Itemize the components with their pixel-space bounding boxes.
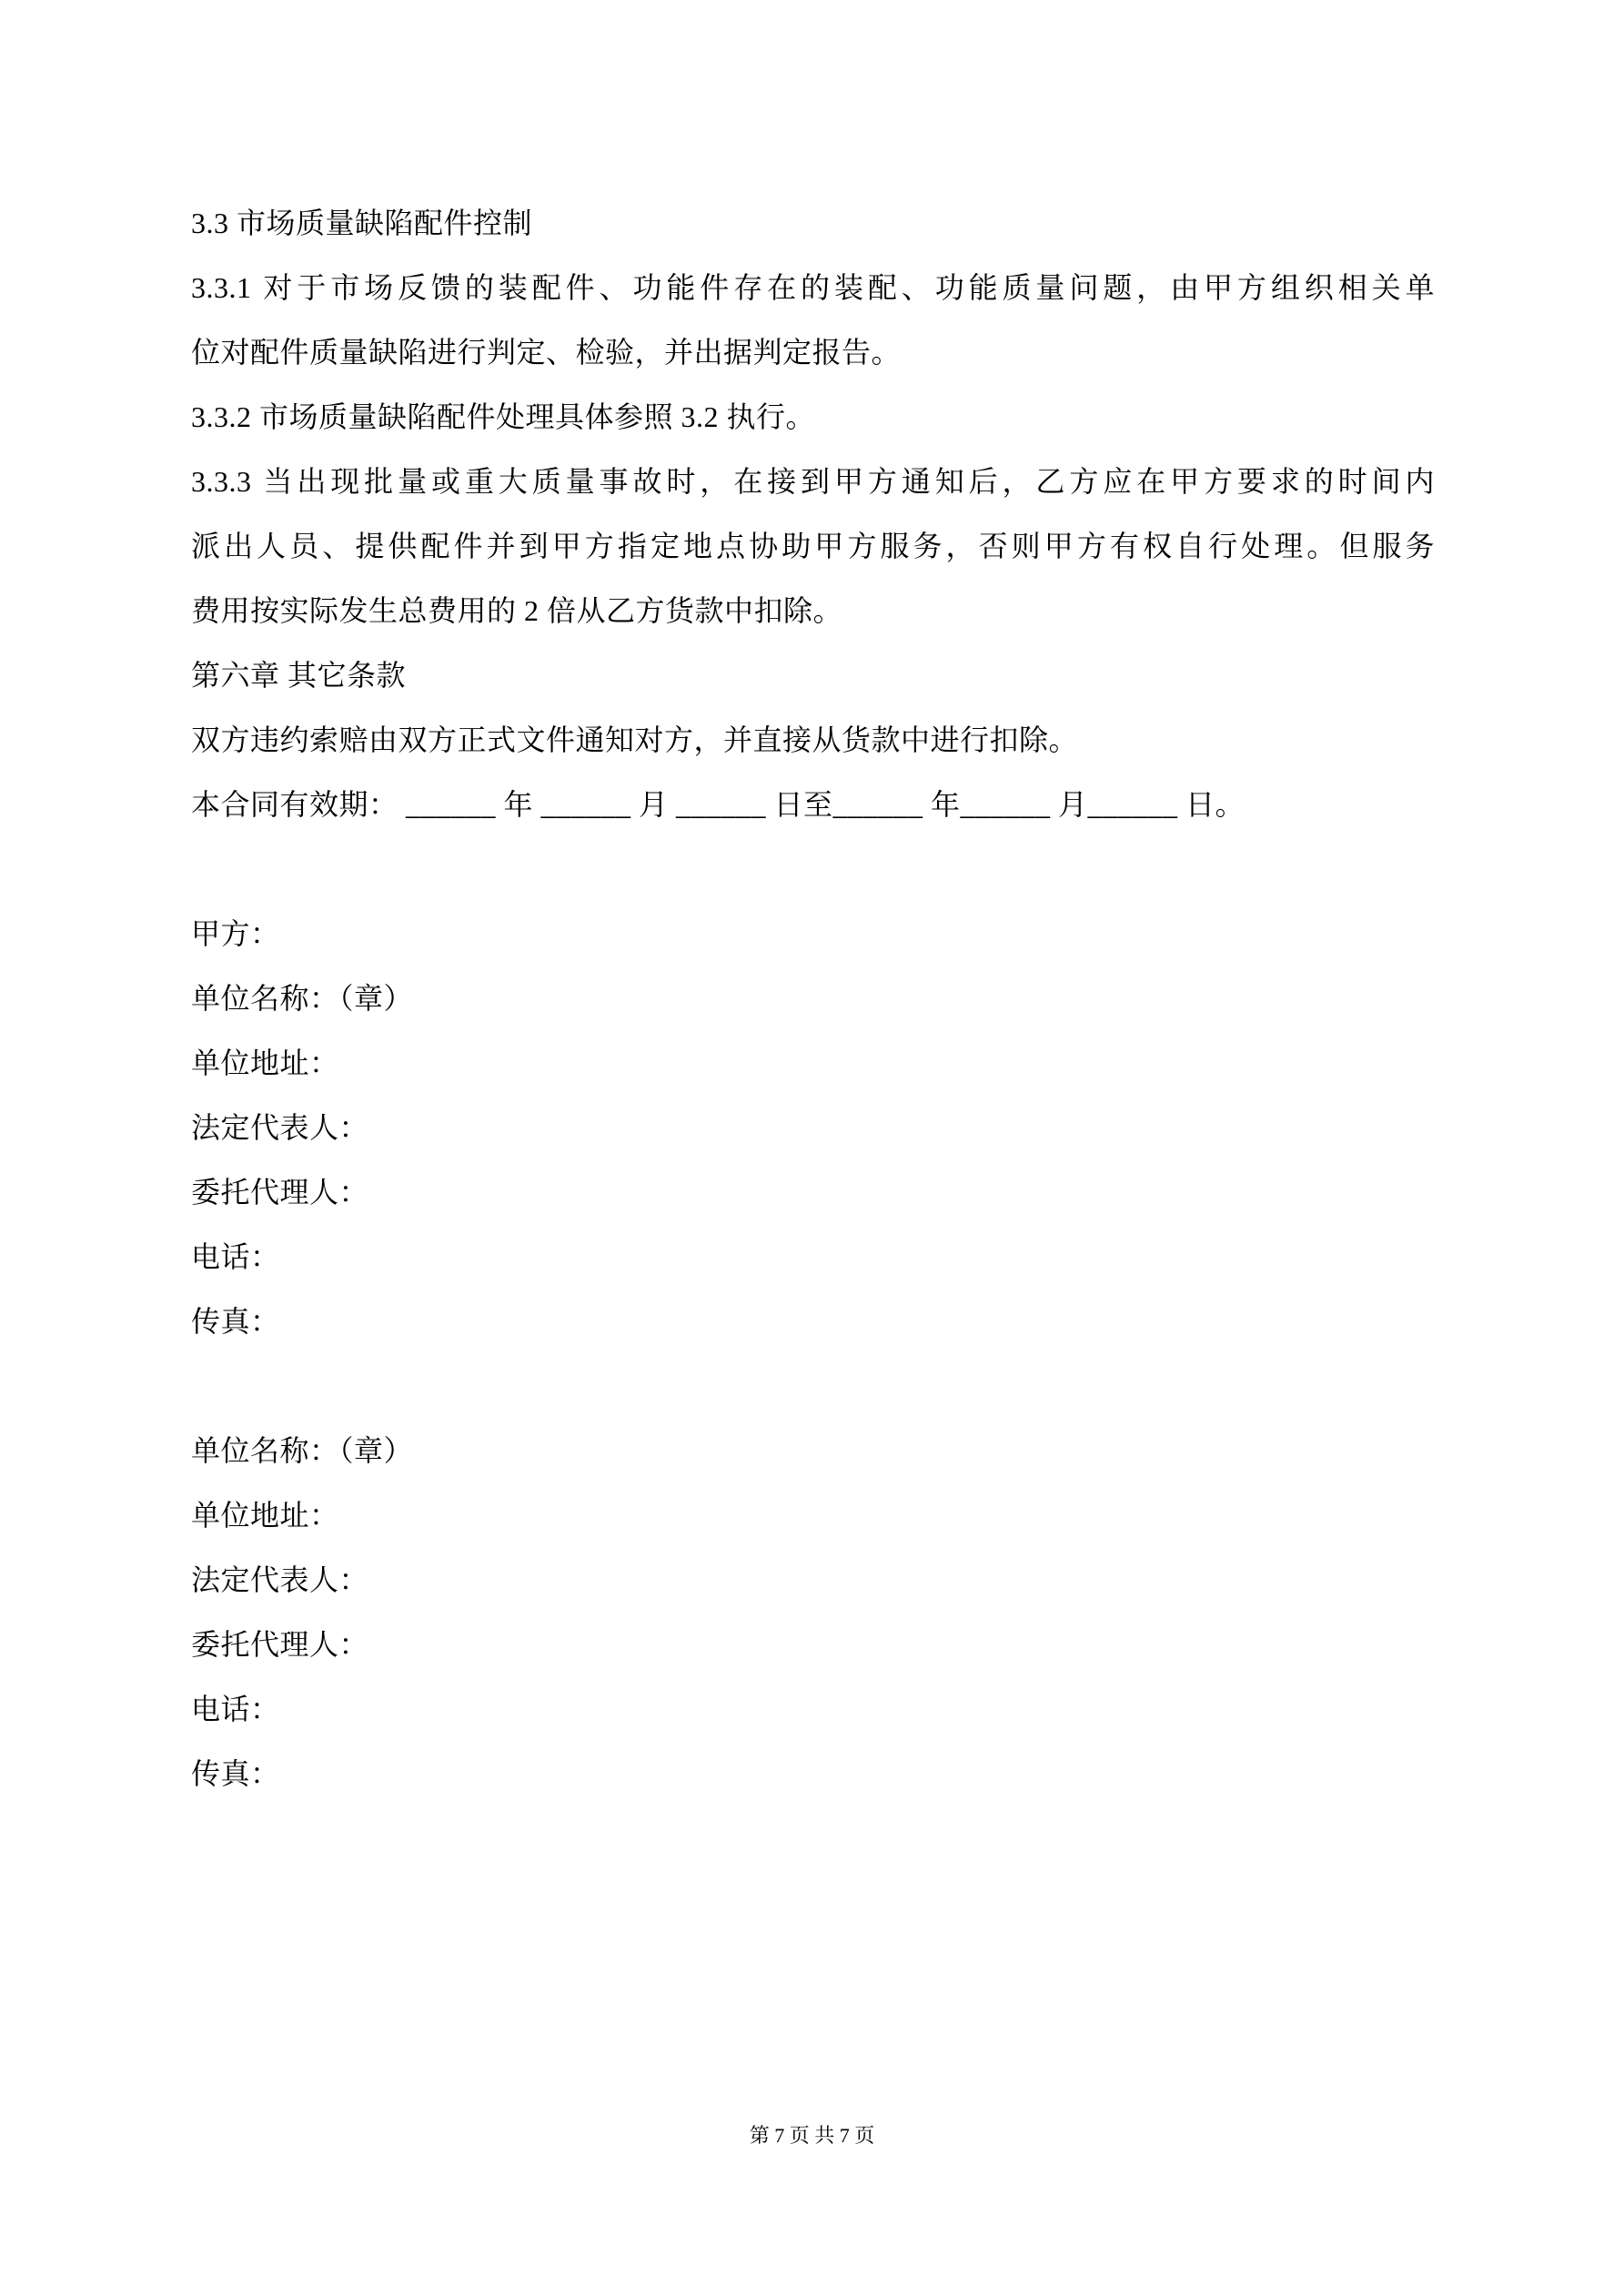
document-line: 单位地址： — [191, 1499, 339, 1532]
blank-line — [191, 1354, 1435, 1419]
document-body — [191, 191, 1435, 1806]
document-line: 3.3.1 对于市场反馈的装配件、功能件存在的装配、功能质量问题，由甲方组织相关单 — [191, 271, 1435, 304]
document-line: 本合同有效期： ______ 年 ______ 月 ______ 日至______ 年______ 月______ 日。 — [191, 788, 1246, 821]
document-line: 单位名称：（章） — [191, 982, 414, 1015]
document-line: 派出人员、提供配件并到甲方指定地点协助甲方服务，否则甲方有权自行处理。但服务 — [191, 530, 1435, 562]
document-line: 双方违约索赔由双方正式文件通知对方，并直接从货款中进行扣除。 — [191, 723, 1079, 756]
document-line: 单位地址： — [191, 1047, 339, 1079]
blank-line — [191, 837, 1435, 902]
document-line: 委托代理人： — [191, 1176, 369, 1209]
document-line: 3.3.2 市场质量缺陷配件处理具体参照 3.2 执行。 — [191, 400, 816, 433]
document-line: 电话： — [191, 1693, 280, 1725]
document-line: 费用按实际发生总费用的 2 倍从乙方货款中扣除。 — [191, 594, 843, 627]
document-line: 3.3 市场质量缺陷配件控制 — [191, 207, 533, 239]
document-line: 甲方： — [191, 917, 280, 950]
document-line: 位对配件质量缺陷进行判定、检验，并出据判定报告。 — [191, 336, 902, 369]
document-line: 法定代表人： — [191, 1563, 369, 1596]
document-line: 第六章 其它条款 — [191, 659, 407, 692]
page-number: 第 7 页 共 7 页 — [749, 2124, 875, 2147]
document-line: 委托代理人： — [191, 1628, 369, 1661]
document-line: 电话： — [191, 1240, 280, 1273]
document-line: 单位名称：（章） — [191, 1434, 414, 1467]
document-line: 3.3.3 当出现批量或重大质量事故时，在接到甲方通知后，乙方应在甲方要求的时间内 — [191, 465, 1435, 498]
document-line: 传真： — [191, 1757, 280, 1790]
document-line: 传真： — [191, 1305, 280, 1338]
document-line: 法定代表人： — [191, 1111, 369, 1144]
